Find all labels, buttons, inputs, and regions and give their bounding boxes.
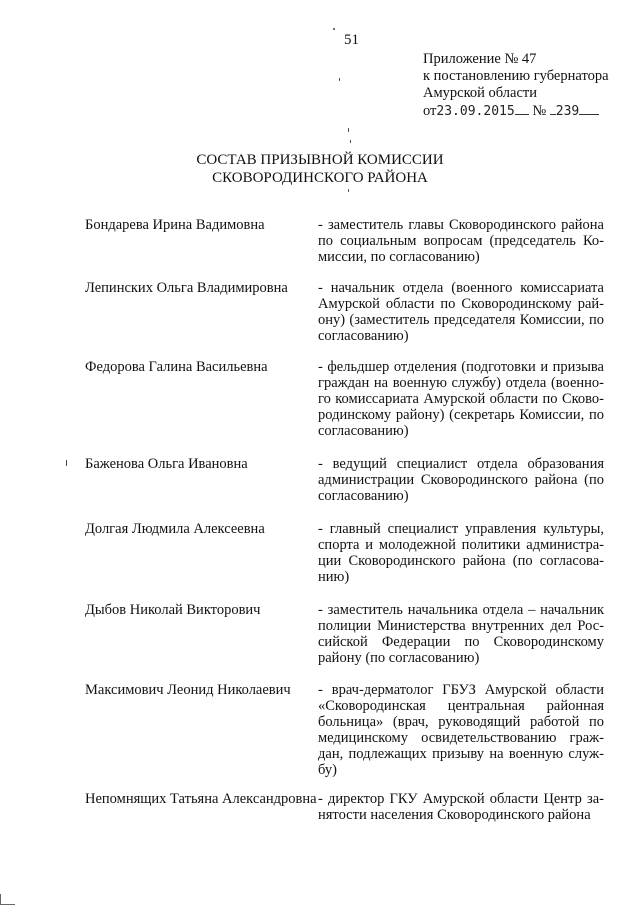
member-name: Баженова Ольга Ивановна [85,456,248,472]
role-line: ции Сковородинского района (по согласова- [318,553,604,569]
scan-speck [333,28,335,30]
member-role [318,359,604,439]
role-line: согласованию) [318,423,409,439]
decree-date: 23.09.2015 [436,104,515,119]
role-line: - врач-дерматолог ГБУЗ Амурской области [318,682,604,698]
role-line: родинскому району) (секретарь Комиссии, по [318,407,604,423]
appendix-title: Приложение № 47 [423,51,537,67]
member-role [318,280,604,344]
member-name: Бондарева Ирина Вадимовна [85,217,265,233]
role-line: сийской Федерации по Сковородинскому [318,634,604,650]
appendix-region: Амурской области [423,85,537,101]
role-line: больница» (врач, руководящий работой по [318,714,604,730]
member-role [318,521,604,585]
role-line: - начальник отдела (военного комиссариата [318,280,604,296]
number-underline-right [579,102,599,115]
scan-edge-mark [0,894,15,905]
member-name: Лепинских Ольга Владимировна [85,280,288,296]
scan-speck [339,78,340,81]
role-line: нию) [318,569,350,585]
role-line: - главный специалист управления культуры, [318,521,604,537]
number-sign: № [532,103,547,119]
page-number: 51 [344,32,359,48]
title-line-2: СКОВОРОДИНСКОГО РАЙОНА [212,170,428,186]
member-name: Долгая Людмила Алексеевна [85,521,265,537]
role-line: согласованию) [318,328,409,344]
role-line: полиции Министерства внутренних дел Рос- [318,618,604,634]
member-name: Дыбов Николай Викторович [85,602,261,618]
role-line: администрации Сковородинского района (по [318,472,604,488]
role-line: Амурской области по Сковородинскому рай- [318,296,604,312]
role-line: медицинскому освидетельствованию граж- [318,730,604,746]
member-role [318,791,604,823]
role-line: спорта и молодежной политики администра- [318,537,604,553]
date-underline [515,102,529,115]
role-line: - заместитель главы Сковородинского района [318,217,604,233]
role-line: «Сковородинская центральная районная [318,698,604,714]
role-line: граждан на военную службу) отдела (военно- [318,375,604,391]
role-line: согласованию) [318,488,409,504]
member-role [318,682,604,778]
document-title [0,151,640,187]
role-line: дан, подлежащих призыву на военную служ- [318,746,604,762]
member-name: Федорова Галина Васильевна [85,359,268,375]
member-name: Непомнящих Татьяна Александровна [85,791,317,807]
role-line: го комиссариата Амурской области по Сково- [318,391,604,407]
scan-speck [348,128,349,132]
scan-speck [348,189,349,192]
role-line: миссии, по согласованию) [318,249,480,265]
role-line: - ведущий специалист отдела образования [318,456,604,472]
member-name: Максимович Леонид Николаевич [85,682,291,698]
member-role [318,217,604,265]
role-line: ону) (заместитель председателя Комиссии, по [318,312,604,328]
decree-number: 239 [555,104,580,119]
title-line-1: СОСТАВ ПРИЗЫВНОЙ КОМИССИИ [196,152,444,168]
appendix-decree-ref: к постановлению губернатора [423,68,609,84]
role-line: - заместитель начальника отдела – начальник [318,602,604,618]
scan-speck [66,460,67,466]
scan-speck [350,140,351,143]
appendix-block [423,51,633,120]
date-prefix: от [423,103,437,119]
role-line: бу) [318,762,337,778]
member-role [318,456,604,504]
role-line: - директор ГКУ Амурской области Центр за- [318,791,604,807]
role-line: - фельдшер отделения (подготовки и призыва [318,359,604,375]
role-line: по социальным вопросам (председатель Ко- [318,233,604,249]
role-line: району (по согласованию) [318,650,480,666]
role-line: нятости населения Сковородинского района [318,807,591,823]
member-role [318,602,604,666]
appendix-date-number-line [423,102,633,120]
